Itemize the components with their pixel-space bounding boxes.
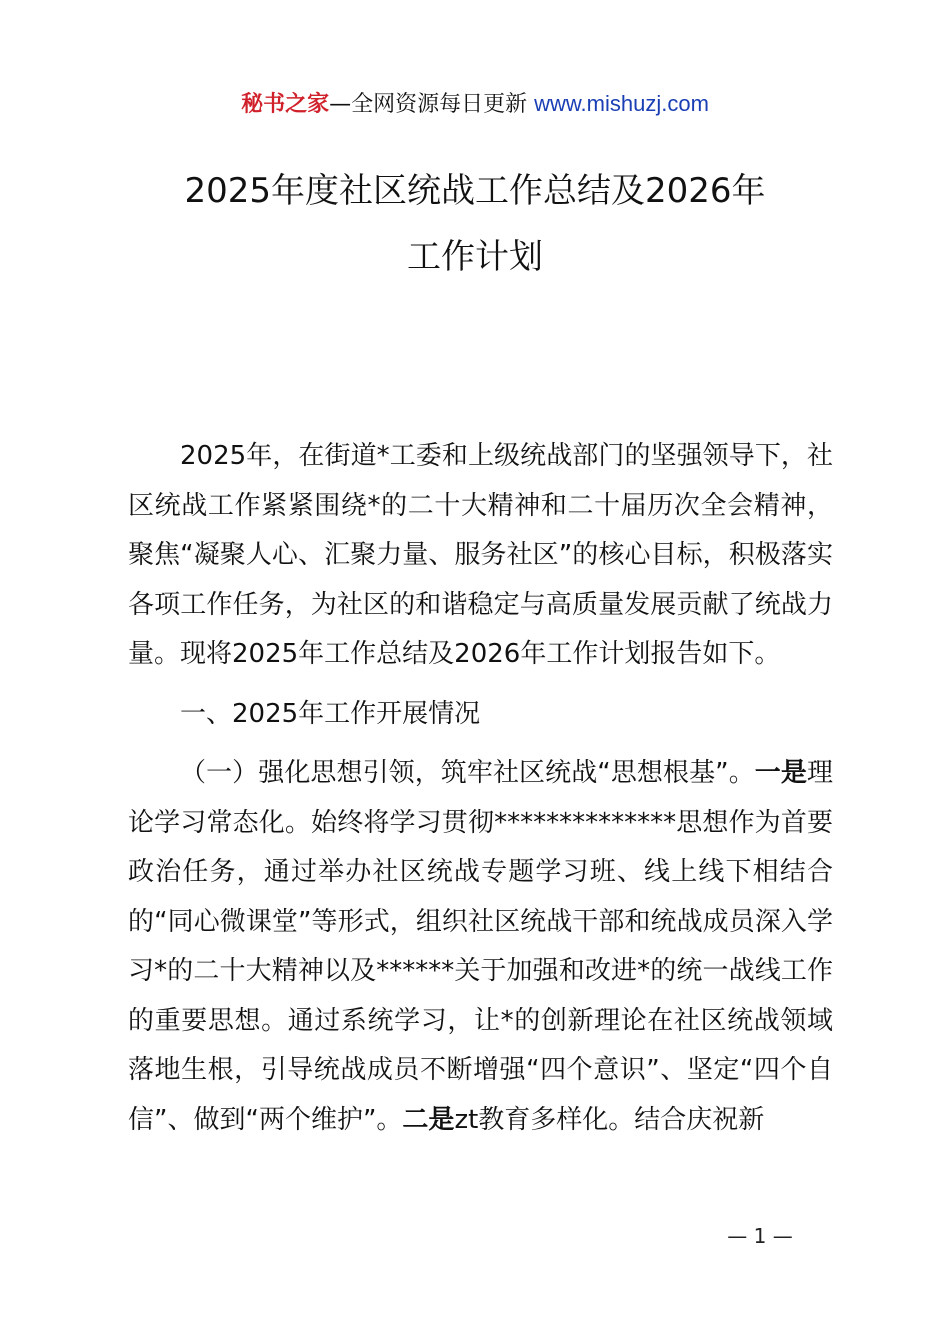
- section-heading: 一、2025年工作开展情况: [180, 698, 481, 729]
- point-1-label: 一是: [754, 758, 807, 788]
- intro-paragraph: 2025年，在街道*工委和上级统战部门的坚强领导下，社区统战工作紧紧围绕*的二十大精神和二十届历次全会精神，聚焦“凝聚人心、汇聚力量、服务社区”的核心目标，积极落实各项工作任务，为社区的和谐稳定与高质量发展贡献了统战力量。现将2025年工作总结及2026年工作计划报告如下。: [128, 441, 833, 669]
- title-line-2: 工作计划: [407, 237, 543, 277]
- document-body: [128, 432, 833, 1145]
- point-1-text: 理论学习常态化。始终将学习贯彻**************思想作为首要政治任务，通过举办社区统战专题学习班、线上线下相结合的“同心微课堂”等形式，组织社区统战干部和统战成员深入学习*的二十大精神以及******关于加强和改进*的统一战线工作的重要思想。通过系统学习，让*的创新理论在社区统战领域落地生根，引导统战成员不断增强“四个意识”、坚定“四个自信”、做到“两个维护”。: [128, 758, 833, 1135]
- site-url[interactable]: www.mishuzj.com: [534, 91, 709, 116]
- document-title: [0, 158, 950, 290]
- point-2-text: zt教育多样化。结合庆祝新: [454, 1104, 765, 1135]
- brand-name: 秘书之家: [241, 92, 330, 117]
- banner-slogan: —全网资源每日更新: [329, 92, 535, 117]
- subsection-lead: （一）强化思想引领，筑牢社区统战“思想根基”。: [180, 758, 755, 788]
- title-line-1: 2025年度社区统战工作总结及2026年: [184, 171, 766, 211]
- subsection-paragraph: [128, 749, 833, 1145]
- page-number: — 1 —: [727, 1224, 793, 1248]
- point-2-label: 二是: [402, 1104, 455, 1135]
- site-banner: [0, 88, 950, 121]
